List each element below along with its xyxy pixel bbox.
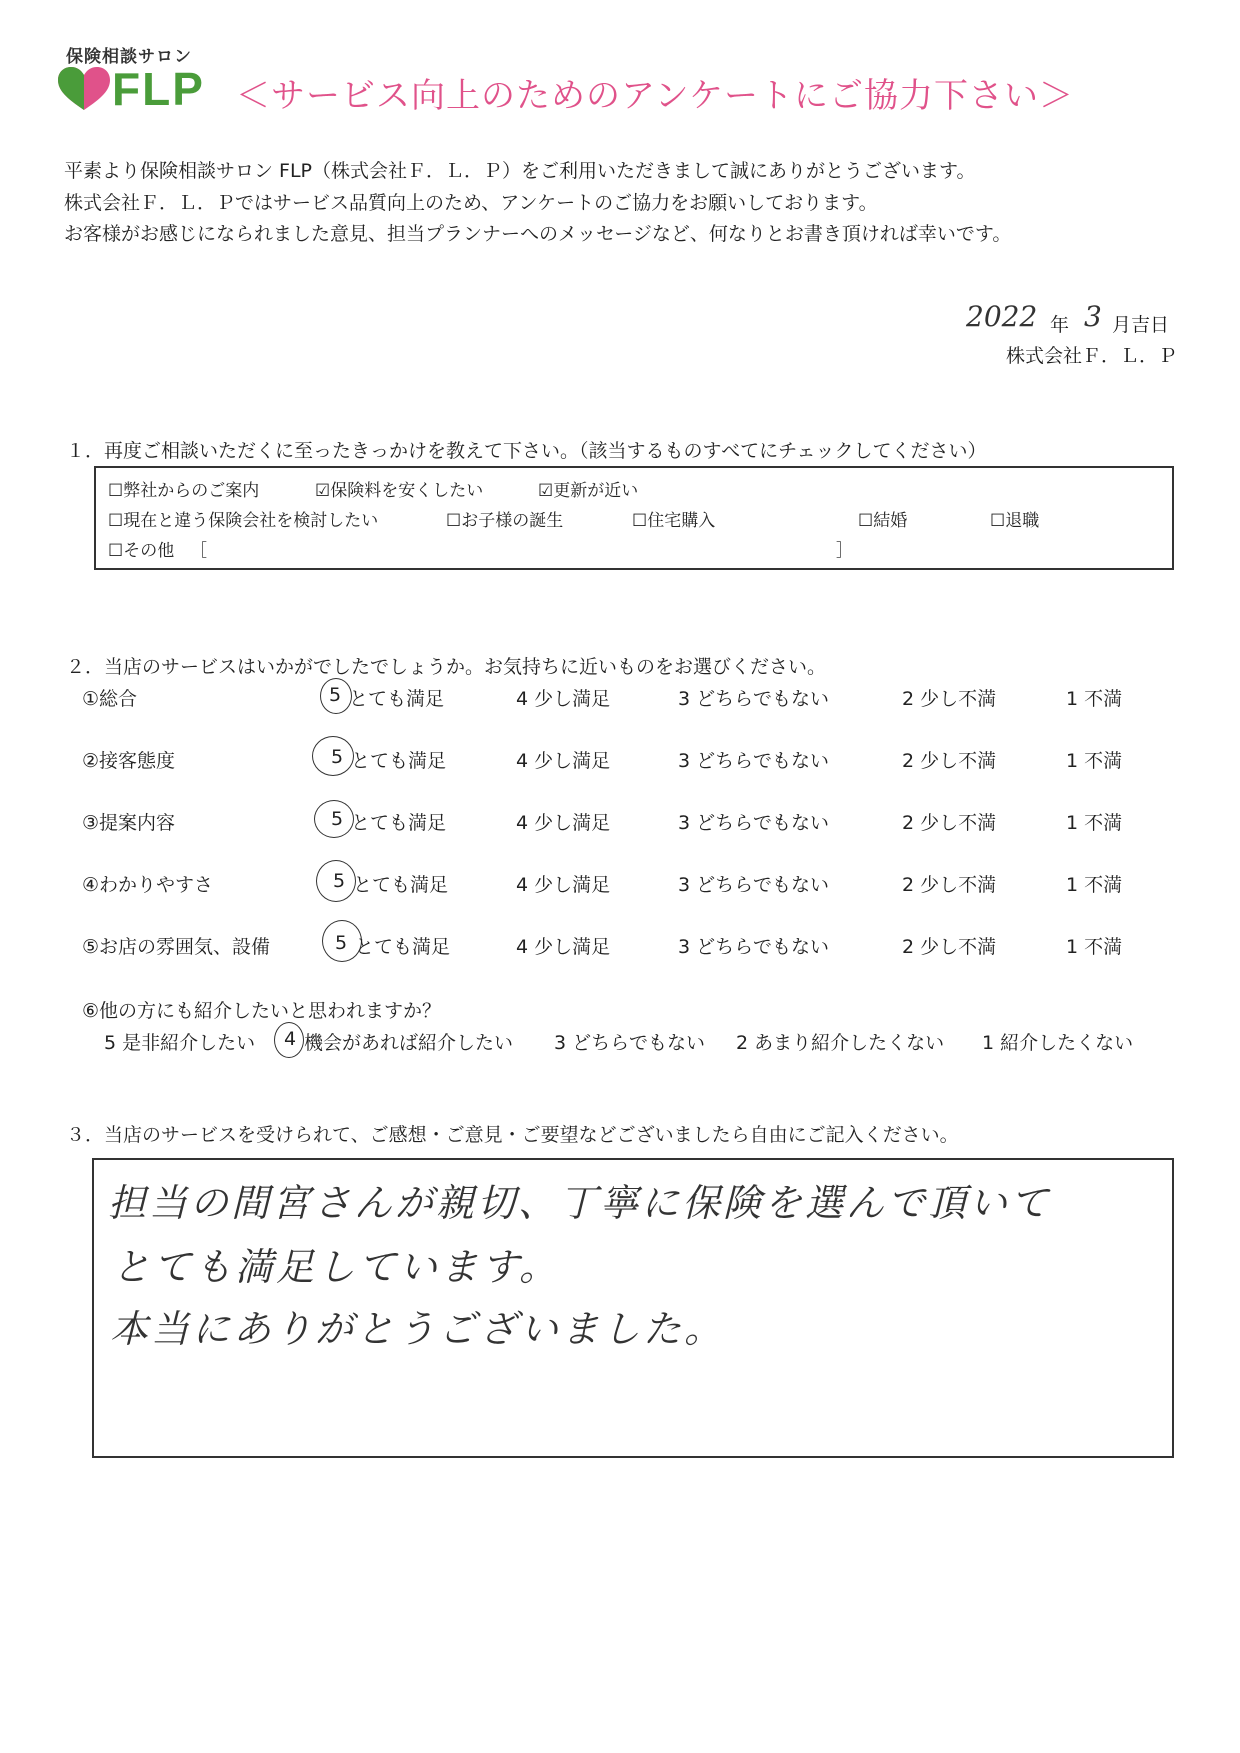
rating-option-4[interactable]: 4 少し満足 [516,812,611,834]
rating-option-4[interactable]: 4 少し満足 [516,936,611,958]
date-month-label: 月吉日 [1112,314,1170,336]
q1-option[interactable]: ☐結婚 [858,511,908,531]
rating-option-5[interactable]: 5 [329,684,342,706]
recommend-option-4[interactable]: 4 [284,1028,297,1050]
date-year: 2022 [966,300,1038,333]
comment-line-2: とても満足しています。 [112,1245,560,1289]
checkbox-checked[interactable]: ☑ [538,481,554,501]
rating-option-5-label: とても満足 [349,688,445,710]
rating-label: ②接客態度 [82,750,176,772]
rating-option-1[interactable]: 1 不満 [1066,936,1123,958]
rating-option-3[interactable]: 3 どちらでもない [678,936,829,958]
comment-line-1: 担当の間宮さんが親切、丁寧に保険を選んで頂いて [108,1181,1052,1225]
q1-option[interactable]: ☐退職 [990,511,1040,531]
rating-option-5[interactable]: 5 [335,932,348,954]
rating-label: ①総合 [82,688,138,710]
rating-option-5-label: とても満足 [353,874,449,896]
checkbox[interactable]: ☐ [990,511,1006,531]
rating-option-4[interactable]: 4 少し満足 [516,750,611,772]
checkbox[interactable]: ☐ [108,511,124,531]
rating-option-5[interactable]: 5 [331,746,344,768]
heart-logo-icon [56,66,112,112]
recommend-option-3[interactable]: 3 どちらでもない [554,1032,705,1054]
q1-option[interactable]: ☑更新が近い [538,481,639,501]
other-text-field[interactable] [206,534,836,556]
rating-option-5-label: とても満足 [351,750,447,772]
other-bracket-close: ］ [836,541,853,561]
q2-heading: ２．当店のサービスはいかがでしたでしょうか。お気持ちに近いものをお選びください。 [66,656,827,678]
recommend-option-5[interactable]: 5 是非紹介したい [104,1032,256,1054]
q1-option[interactable]: ☑保険料を安くしたい [315,481,484,501]
checkbox[interactable]: ☐ [108,541,124,561]
date-year-label: 年 [1050,314,1070,336]
q1-option[interactable]: ☐お子様の誕生 [446,511,564,531]
q6-label: ⑥他の方にも紹介したいと思われますか？ [82,1000,442,1022]
rating-option-2[interactable]: 2 少し不満 [902,874,997,896]
checkbox[interactable]: ☐ [108,481,124,501]
rating-label: ⑤お店の雰囲気、設備 [82,936,271,958]
survey-title: ＜サービス向上のためのアンケートにご協力下さい＞ [236,76,1074,116]
rating-option-3[interactable]: 3 どちらでもない [678,874,829,896]
logo-text: FLP [112,63,205,115]
q3-heading: ３．当店のサービスを受けられて、ご感想・ご意見・ご要望などございましたら自由にご記入ください。 [66,1124,959,1146]
checkbox[interactable]: ☐ [446,511,462,531]
recommend-option-1[interactable]: 1 紹介したくない [982,1032,1134,1054]
checkbox[interactable]: ☐ [858,511,874,531]
intro-line-3: お客様がお感じになられました意見、担当プランナーへのメッセージなど、何なりとお書き頂ければ幸いです。 [64,223,1012,245]
rating-option-2[interactable]: 2 少し不満 [902,688,997,710]
rating-option-2[interactable]: 2 少し不満 [902,936,997,958]
checkbox-checked[interactable]: ☑ [315,481,331,501]
rating-option-5-label: とても満足 [351,812,447,834]
checkbox[interactable]: ☐ [632,511,648,531]
rating-option-5-label: とても満足 [355,936,451,958]
rating-option-3[interactable]: 3 どちらでもない [678,812,829,834]
rating-option-1[interactable]: 1 不満 [1066,874,1123,896]
rating-option-5[interactable]: 5 [331,808,344,830]
comment-line-3: 本当にありがとうございました。 [110,1307,726,1351]
date-month: 3 [1084,300,1102,333]
q1-option[interactable]: ☐住宅購入 [632,511,716,531]
rating-option-3[interactable]: 3 どちらでもない [678,750,829,772]
logo-subtitle: 保険相談サロン [66,47,192,67]
q1-option[interactable]: ☐現在と違う保険会社を検討したい [108,511,379,531]
rating-option-3[interactable]: 3 どちらでもない [678,688,829,710]
intro-line-1: 平素より保険相談サロン FLP（株式会社Ｆ．Ｌ．Ｐ）をご利用いただきまして誠にありがとうございます。 [64,160,976,182]
rating-option-4[interactable]: 4 少し満足 [516,874,611,896]
rating-option-2[interactable]: 2 少し不満 [902,750,997,772]
rating-option-2[interactable]: 2 少し不満 [902,812,997,834]
q1-option-other[interactable]: ☐その他 [108,541,175,561]
intro-line-2: 株式会社Ｆ．Ｌ．Ｐではサービス品質向上のため、アンケートのご協力をお願いしております。 [64,192,878,214]
recommend-option-4-label: 機会があれば紹介したい [304,1032,514,1054]
recommend-option-2[interactable]: 2 あまり紹介したくない [736,1032,945,1054]
rating-label: ③提案内容 [82,812,176,834]
rating-option-1[interactable]: 1 不満 [1066,812,1123,834]
q1-heading: １．再度ご相談いただくに至ったきっかけを教えて下さい。（該当するものすべてにチェックしてください） [66,440,987,462]
rating-option-4[interactable]: 4 少し満足 [516,688,611,710]
other-bracket-open: ［ [190,541,207,561]
rating-label: ④わかりやすさ [82,874,214,896]
rating-option-5[interactable]: 5 [333,870,346,892]
rating-option-1[interactable]: 1 不満 [1066,750,1123,772]
rating-option-1[interactable]: 1 不満 [1066,688,1123,710]
company-name: 株式会社Ｆ．Ｌ．Ｐ [1006,345,1178,367]
q1-option[interactable]: ☐弊社からのご案内 [108,481,260,501]
